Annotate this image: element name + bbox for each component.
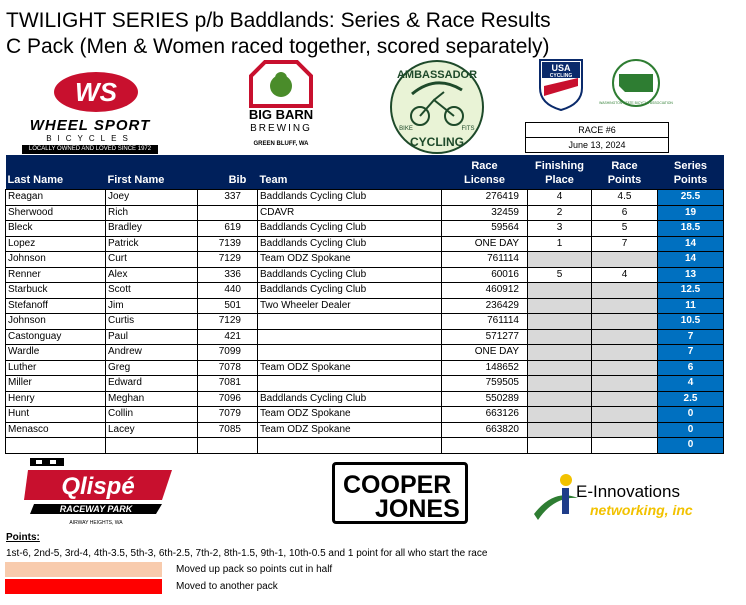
- cell-first-name: [106, 438, 198, 454]
- cell-team: Baddlands Cycling Club: [258, 391, 442, 407]
- cell-place: [528, 376, 592, 392]
- usa-line1: USA: [551, 63, 571, 73]
- cell-license: 663126: [442, 407, 528, 423]
- cell-series-points: 14: [658, 236, 724, 252]
- qlispe-sub: RACEWAY PARK: [59, 504, 133, 514]
- cell-last-name: Hunt: [6, 407, 106, 423]
- cell-license: [442, 438, 528, 454]
- cell-team: Baddlands Cycling Club: [258, 190, 442, 206]
- cell-last-name: Starbuck: [6, 283, 106, 299]
- cell-bib: 501: [198, 298, 258, 314]
- cell-place: [528, 345, 592, 361]
- wheel-sport-tagline: LOCALLY OWNED AND LOVED SINCE 1972: [22, 145, 158, 154]
- cell-license: 759505: [442, 376, 528, 392]
- cell-series-points: 2.5: [658, 391, 724, 407]
- cell-license: 276419: [442, 190, 528, 206]
- cell-license: 32459: [442, 205, 528, 221]
- wheel-sport-logo: [14, 70, 166, 150]
- cell-license: 460912: [442, 283, 528, 299]
- cell-team: [258, 314, 442, 330]
- cell-place: [528, 422, 592, 438]
- cell-team: Baddlands Cycling Club: [258, 236, 442, 252]
- cell-place: [528, 283, 592, 299]
- cell-first-name: Curt: [106, 252, 198, 268]
- cell-first-name: Lacey: [106, 422, 198, 438]
- cell-first-name: Joey: [106, 190, 198, 206]
- cell-series-points: 14: [658, 252, 724, 268]
- cell-team: Team ODZ Spokane: [258, 360, 442, 376]
- cell-license: 236429: [442, 298, 528, 314]
- cooper-jones-line1: COOPER: [343, 471, 452, 499]
- table-row: [6, 360, 724, 376]
- wa-bicycle-association-logo: [595, 58, 677, 108]
- header-finishing-place: [528, 155, 592, 190]
- cell-race-points: 5: [592, 221, 658, 237]
- cell-team: Team ODZ Spokane: [258, 422, 442, 438]
- cell-place: [528, 360, 592, 376]
- cell-team: [258, 376, 442, 392]
- cell-race-points: [592, 329, 658, 345]
- qlispe-badge-icon: [22, 456, 176, 528]
- cell-license: 550289: [442, 391, 528, 407]
- table-row: [6, 345, 724, 361]
- table-row: [6, 236, 724, 252]
- cell-last-name: Luther: [6, 360, 106, 376]
- cell-race-points: [592, 314, 658, 330]
- cell-place: 4: [528, 190, 592, 206]
- cell-place: [528, 252, 592, 268]
- cell-series-points: 7: [658, 345, 724, 361]
- race-number: RACE #6: [526, 123, 668, 138]
- table-row: [6, 221, 724, 237]
- table-row: [6, 205, 724, 221]
- cell-bib: 7099: [198, 345, 258, 361]
- wheel-sport-mark: WS: [54, 72, 138, 112]
- cell-bib: 7139: [198, 236, 258, 252]
- header-license: [442, 155, 528, 190]
- cell-series-points: 0: [658, 422, 724, 438]
- cell-race-points: 6: [592, 205, 658, 221]
- e-innovations-sub: networking, inc: [590, 502, 693, 518]
- points-description: 1st-6, 2nd-5, 3rd-4, 4th-3.5, 5th-3, 6th-2.5, 7th-2, 8th-1.5, 9th-1, 10th-0.5 and 1 point for all who start the race: [6, 548, 488, 559]
- cell-bib: 7079: [198, 407, 258, 423]
- ambassador-right: FITS: [461, 126, 475, 132]
- cell-bib: 7129: [198, 314, 258, 330]
- cell-first-name: Paul: [106, 329, 198, 345]
- table-row: [6, 190, 724, 206]
- legend-swatch-half: [5, 562, 162, 577]
- cell-series-points: 12.5: [658, 283, 724, 299]
- wa-badge-icon: [595, 58, 677, 108]
- cell-place: 2: [528, 205, 592, 221]
- race-info-box: [525, 122, 669, 153]
- cell-series-points: 10.5: [658, 314, 724, 330]
- big-barn-sub: BREWING: [250, 123, 312, 134]
- cell-series-points: 0: [658, 438, 724, 454]
- cell-place: 3: [528, 221, 592, 237]
- cell-last-name: Renner: [6, 267, 106, 283]
- cell-license: 60016: [442, 267, 528, 283]
- header-race-pts-2: Points: [607, 174, 642, 186]
- cell-last-name: Wardle: [6, 345, 106, 361]
- e-innovations-swoosh-icon: [530, 468, 580, 530]
- cell-team: Team ODZ Spokane: [258, 252, 442, 268]
- cell-bib: 7085: [198, 422, 258, 438]
- cell-race-points: [592, 283, 658, 299]
- cell-first-name: Andrew: [106, 345, 198, 361]
- cell-license: ONE DAY: [442, 345, 528, 361]
- cell-last-name: Reagan: [6, 190, 106, 206]
- cell-place: [528, 298, 592, 314]
- cell-bib: 337: [198, 190, 258, 206]
- wheel-sport-sub: BICYCLES: [46, 134, 134, 143]
- table-row: [6, 252, 724, 268]
- table-row: [6, 438, 724, 454]
- cell-license: 761114: [442, 252, 528, 268]
- cell-place: 5: [528, 267, 592, 283]
- cell-last-name: [6, 438, 106, 454]
- legend-swatch-moved: [5, 579, 162, 594]
- qlispe-raceway-logo: [22, 456, 176, 528]
- e-innovations-name: E-Innovations: [576, 482, 680, 501]
- cell-team: [258, 438, 442, 454]
- ambassador-badge-icon: [384, 58, 490, 156]
- cell-first-name: Collin: [106, 407, 198, 423]
- header-bib: [198, 155, 258, 190]
- barn-icon: [237, 58, 325, 108]
- table-row: [6, 283, 724, 299]
- cell-last-name: Sherwood: [6, 205, 106, 221]
- cell-last-name: Johnson: [6, 252, 106, 268]
- race-date: June 13, 2024: [568, 140, 626, 150]
- table-row: [6, 391, 724, 407]
- cell-bib: 7129: [198, 252, 258, 268]
- cell-last-name: Johnson: [6, 314, 106, 330]
- cell-series-points: 6: [658, 360, 724, 376]
- cell-team: CDAVR: [258, 205, 442, 221]
- cell-series-points: 25.5: [658, 190, 724, 206]
- cell-bib: [198, 438, 258, 454]
- header-finish-2: Place: [545, 174, 574, 186]
- usa-line2: CYCLING: [549, 73, 573, 79]
- cell-place: [528, 314, 592, 330]
- cell-first-name: Greg: [106, 360, 198, 376]
- page-title: TWILIGHT SERIES p/b Baddlands: Series & Race Results: [6, 9, 551, 32]
- cell-license: 148652: [442, 360, 528, 376]
- table-header-row: [6, 155, 724, 190]
- qlispe-place: AIRWAY HEIGHTS, WA: [69, 520, 123, 526]
- cell-last-name: Stefanoff: [6, 298, 106, 314]
- cell-last-name: Castonguay: [6, 329, 106, 345]
- cell-first-name: Patrick: [106, 236, 198, 252]
- cell-license: ONE DAY: [442, 236, 528, 252]
- cell-series-points: 13: [658, 267, 724, 283]
- cell-race-points: 4: [592, 267, 658, 283]
- cell-first-name: Alex: [106, 267, 198, 283]
- header-series-1: Series: [673, 160, 708, 172]
- cell-race-points: [592, 360, 658, 376]
- cell-team: Baddlands Cycling Club: [258, 267, 442, 283]
- ambassador-left: BIKE: [399, 126, 413, 132]
- big-barn-logo: [237, 58, 325, 156]
- cell-series-points: 0: [658, 407, 724, 423]
- header-series-2: Points: [673, 174, 708, 186]
- header-finish-1: Finishing: [535, 160, 584, 172]
- results-table: [5, 155, 724, 454]
- table-row: [6, 267, 724, 283]
- cell-first-name: Edward: [106, 376, 198, 392]
- cell-last-name: Miller: [6, 376, 106, 392]
- header-race-points: [592, 155, 658, 190]
- cell-race-points: 4.5: [592, 190, 658, 206]
- cell-race-points: [592, 252, 658, 268]
- cooper-jones-line2: JONES: [375, 495, 460, 523]
- header-bib-text: Bib: [228, 174, 247, 186]
- cell-race-points: [592, 407, 658, 423]
- cell-race-points: [592, 422, 658, 438]
- cell-place: [528, 329, 592, 345]
- cell-race-points: [592, 376, 658, 392]
- table-row: [6, 298, 724, 314]
- cell-bib: 440: [198, 283, 258, 299]
- header-last-name: Last Name: [6, 155, 106, 190]
- header-team: Team: [258, 155, 442, 190]
- ambassador-top: AMBASSADOR: [396, 69, 478, 81]
- cell-first-name: Scott: [106, 283, 198, 299]
- cell-license: 571277: [442, 329, 528, 345]
- cell-team: [258, 329, 442, 345]
- cell-last-name: Lopez: [6, 236, 106, 252]
- header-license-2: License: [464, 174, 505, 186]
- usa-cycling-logo: [536, 58, 586, 112]
- cell-race-points: [592, 438, 658, 454]
- header-race-pts-1: Race: [611, 160, 638, 172]
- cell-bib: 336: [198, 267, 258, 283]
- wheel-sport-name: WHEEL SPORT: [29, 117, 151, 134]
- cell-license: 59564: [442, 221, 528, 237]
- legend-text-half: Moved up pack so points cut in half: [176, 564, 333, 575]
- header-series-points: [658, 155, 724, 190]
- wa-assoc-text: WASHINGTON STATE BICYCLE ASSOCIATION: [599, 101, 673, 105]
- cell-first-name: Meghan: [106, 391, 198, 407]
- cell-bib: 421: [198, 329, 258, 345]
- cell-last-name: Bleck: [6, 221, 106, 237]
- header-license-1: Race: [471, 160, 498, 172]
- cell-team: Two Wheeler Dealer: [258, 298, 442, 314]
- points-title: Points:: [6, 532, 40, 543]
- cell-first-name: Jim: [106, 298, 198, 314]
- table-row: [6, 422, 724, 438]
- cell-team: Baddlands Cycling Club: [258, 221, 442, 237]
- cell-first-name: Rich: [106, 205, 198, 221]
- cell-license: 761114: [442, 314, 528, 330]
- cell-series-points: 19: [658, 205, 724, 221]
- table-row: [6, 376, 724, 392]
- big-barn-name: BIG BARN: [248, 107, 314, 122]
- cell-place: 1: [528, 236, 592, 252]
- cell-series-points: 11: [658, 298, 724, 314]
- cell-race-points: [592, 345, 658, 361]
- cell-place: [528, 407, 592, 423]
- cell-last-name: Henry: [6, 391, 106, 407]
- cell-first-name: Bradley: [106, 221, 198, 237]
- big-barn-place: GREEN BLUFF, WA: [253, 141, 309, 147]
- legend-text-moved: Moved to another pack: [176, 581, 278, 592]
- table-row: [6, 407, 724, 423]
- cell-bib: 7078: [198, 360, 258, 376]
- cell-place: [528, 391, 592, 407]
- usa-shield-icon: [536, 58, 586, 112]
- table-row: [6, 314, 724, 330]
- cell-team: Team ODZ Spokane: [258, 407, 442, 423]
- cell-series-points: 18.5: [658, 221, 724, 237]
- cell-team: [258, 345, 442, 361]
- cell-bib: 7081: [198, 376, 258, 392]
- page-subtitle: C Pack (Men & Women raced together, scored separately): [6, 35, 550, 58]
- cooper-jones-logo: [332, 462, 468, 524]
- cell-series-points: 7: [658, 329, 724, 345]
- ambassador-bottom: CYCLING: [410, 135, 464, 149]
- cell-bib: [198, 205, 258, 221]
- header-first-name: First Name: [106, 155, 198, 190]
- cell-team: Baddlands Cycling Club: [258, 283, 442, 299]
- e-innovations-logo: [530, 468, 700, 530]
- cell-bib: 7096: [198, 391, 258, 407]
- results-body: [6, 190, 724, 454]
- cell-place: [528, 438, 592, 454]
- cell-race-points: [592, 391, 658, 407]
- cell-series-points: 4: [658, 376, 724, 392]
- cell-race-points: [592, 298, 658, 314]
- table-row: [6, 329, 724, 345]
- cell-license: 663820: [442, 422, 528, 438]
- cell-race-points: 7: [592, 236, 658, 252]
- cell-last-name: Menasco: [6, 422, 106, 438]
- cell-bib: 619: [198, 221, 258, 237]
- ambassador-cycling-logo: [384, 58, 490, 156]
- qlispe-name: Qlispé: [61, 473, 135, 500]
- cell-first-name: Curtis: [106, 314, 198, 330]
